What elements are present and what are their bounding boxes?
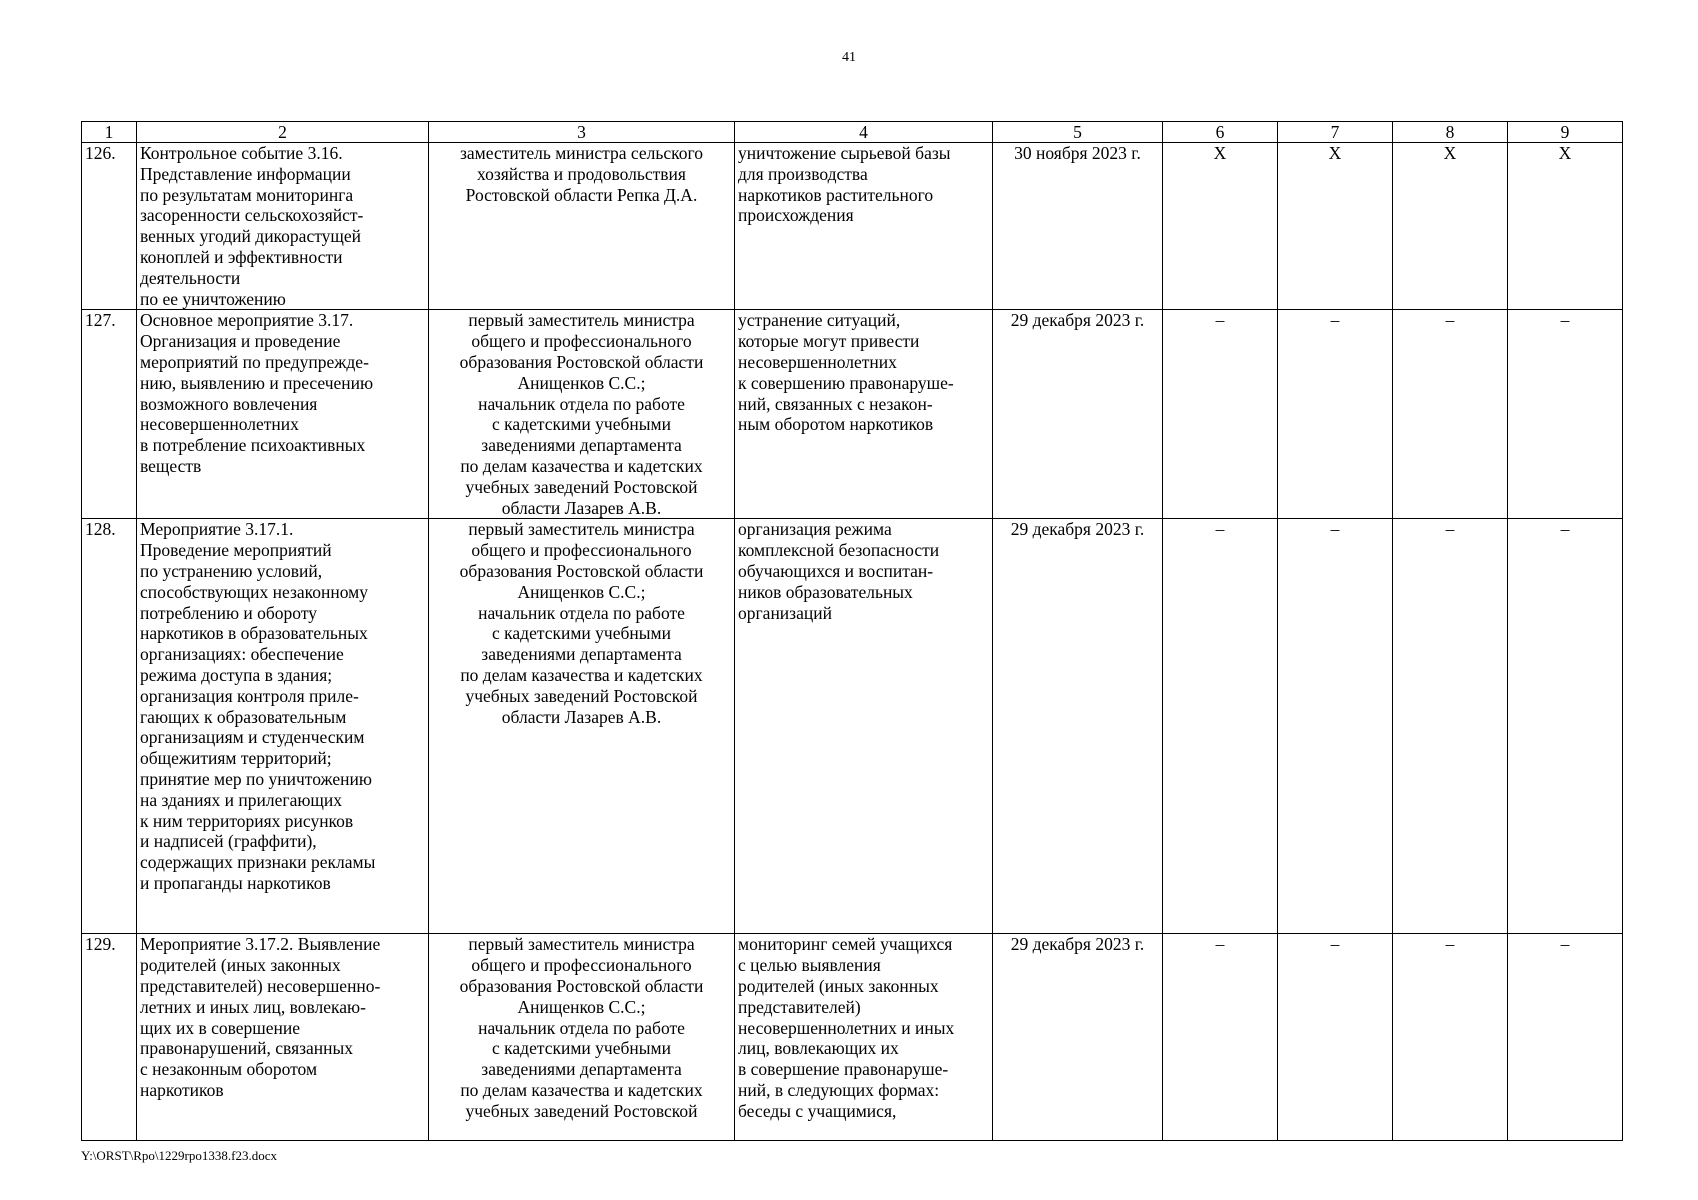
col8-cell: – <box>1393 519 1508 934</box>
activity-cell: Мероприятие 3.17.1. Проведение мероприятий по устранению условий, способствующих незаконному потреблению и обороту наркотиков в образовательных организациях: обеспечение режима доступа в здания; организация контроля приле- гающих к образовательным организациям и студенческим общежитиям территорий; принятие мер по уничтожению на зданиях и прилегающих к ним территориях рисунков и надписей (граффити), содержащих признаки рекламы и пропаганды наркотиков <box>137 519 429 934</box>
result-cell: устранение ситуаций, которые могут привести несовершеннолетних к совершению правонаруше- ний, связанных с незакон- ным оборотом наркотиков <box>735 310 993 519</box>
column-header: 5 <box>993 122 1163 143</box>
row-number: 127. <box>82 310 137 519</box>
col6-cell: Х <box>1163 143 1278 310</box>
measures-table <box>81 121 1623 1141</box>
date-cell: 29 декабря 2023 г. <box>993 934 1163 1141</box>
col7-cell: Х <box>1278 143 1393 310</box>
responsible-cell: первый заместитель министра общего и профессионального образования Ростовской области Анищенков С.С.; начальник отдела по работе с кадетскими учебными заведениями департамента по делам казачества и кадетских учебных заведений Ростовской области Лазарев А.В. <box>429 519 735 934</box>
responsible-cell: первый заместитель министра общего и профессионального образования Ростовской области Анищенков С.С.; начальник отдела по работе с кадетскими учебными заведениями департамента по делам казачества и кадетских учебных заведений Ростовской <box>429 934 735 1141</box>
col7-cell: – <box>1278 519 1393 934</box>
col6-cell: – <box>1163 310 1278 519</box>
column-header: 1 <box>82 122 137 143</box>
result-cell: организация режима комплексной безопасности обучающихся и воспитан- ников образовательных организаций <box>735 519 993 934</box>
column-number-header-row <box>82 122 1623 143</box>
col8-cell: Х <box>1393 143 1508 310</box>
date-cell: 29 декабря 2023 г. <box>993 310 1163 519</box>
col9-cell: – <box>1508 934 1623 1141</box>
result-cell: мониторинг семей учащихся с целью выявления родителей (иных законных представителей) несовершеннолетних и иных лиц, вовлекающих их в совершение правонаруше- ний, в следующих формах: беседы с учащимися, <box>735 934 993 1141</box>
col7-cell: – <box>1278 934 1393 1141</box>
column-header: 4 <box>735 122 993 143</box>
column-header: 9 <box>1508 122 1623 143</box>
activity-cell: Основное мероприятие 3.17. Организация и проведение мероприятий по предупрежде- нию, выявлению и пресечению возможного вовлечения несовершеннолетних в потребление психоактивных веществ <box>137 310 429 519</box>
col9-cell: – <box>1508 310 1623 519</box>
activity-cell: Контрольное событие 3.16. Представление информации по результатам мониторинга засоренности сельскохозяйст- венных угодий дикорастущей коноплей и эффективности деятельности по ее уничтожению <box>137 143 429 310</box>
table-row <box>82 934 1623 1141</box>
column-header: 2 <box>137 122 429 143</box>
row-number: 129. <box>82 934 137 1141</box>
col8-cell: – <box>1393 934 1508 1141</box>
responsible-cell: первый заместитель министра общего и профессионального образования Ростовской области Анищенков С.С.; начальник отдела по работе с кадетскими учебными заведениями департамента по делам казачества и кадетских учебных заведений Ростовской области Лазарев А.В. <box>429 310 735 519</box>
column-header: 3 <box>429 122 735 143</box>
col6-cell: – <box>1163 934 1278 1141</box>
col9-cell: – <box>1508 519 1623 934</box>
table-row <box>82 310 1623 519</box>
date-cell: 30 ноября 2023 г. <box>993 143 1163 310</box>
activity-cell: Мероприятие 3.17.2. Выявление родителей (иных законных представителей) несовершенно- летних и иных лиц, вовлекаю- щих их в совершение правонарушений, связанных с незаконным оборотом наркотиков <box>137 934 429 1141</box>
row-number: 126. <box>82 143 137 310</box>
table-row <box>82 519 1623 934</box>
column-header: 7 <box>1278 122 1393 143</box>
date-cell: 29 декабря 2023 г. <box>993 519 1163 934</box>
result-cell: уничтожение сырьевой базы для производства наркотиков растительного происхождения <box>735 143 993 310</box>
page-number: 41 <box>842 50 856 65</box>
column-header: 6 <box>1163 122 1278 143</box>
col6-cell: – <box>1163 519 1278 934</box>
table-row <box>82 143 1623 310</box>
column-header: 8 <box>1393 122 1508 143</box>
col7-cell: – <box>1278 310 1393 519</box>
responsible-cell: заместитель министра сельского хозяйства и продовольствия Ростовской области Репка Д.А. <box>429 143 735 310</box>
col9-cell: Х <box>1508 143 1623 310</box>
row-number: 128. <box>82 519 137 934</box>
file-path-footer: Y:\ORST\Rpo\1229rpo1338.f23.docx <box>81 1148 277 1163</box>
col8-cell: – <box>1393 310 1508 519</box>
